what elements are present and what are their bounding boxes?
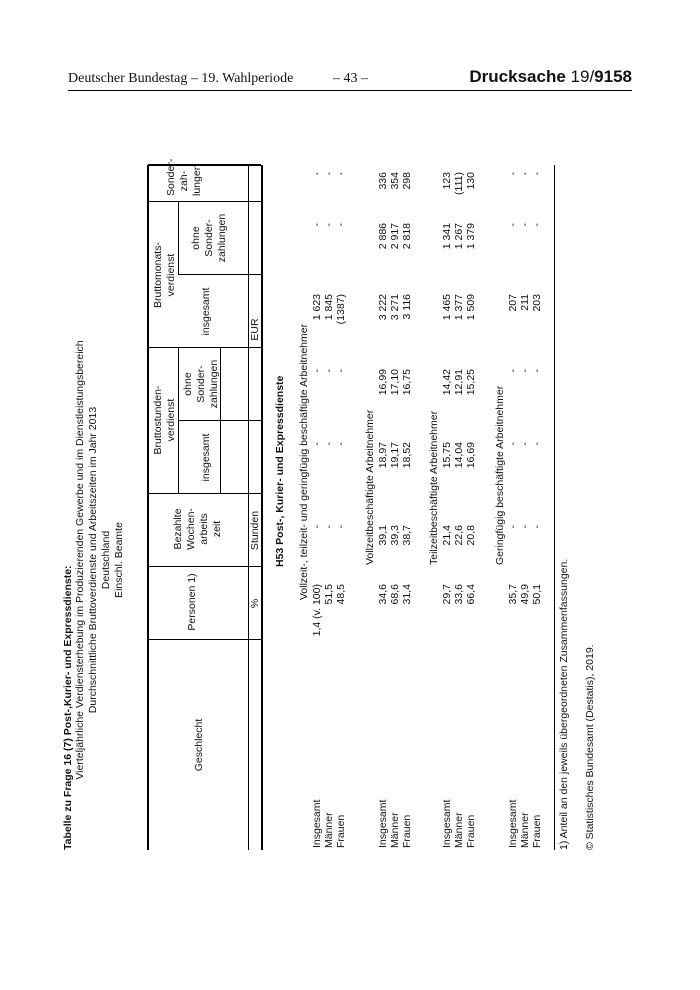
rotated-page-content [62,158,632,850]
cell-sonderzahlungen: 123 [441,172,453,190]
col-divider-2 [148,566,261,567]
cell-personen: 35,7 [507,584,519,605]
cell-personen: 66,4 [465,584,477,605]
cell-wochenarbeitszeit: - [311,525,323,529]
header-drucksache-label: Drucksache [469,67,566,86]
cell-stunden-insgesamt: 15,75 [441,442,453,469]
cell-personen: 50,1 [531,584,543,605]
cell-personen: 49,9 [519,584,531,605]
cell-monats-ohne: - [311,223,323,227]
cell-sonderzahlungen: - [311,172,323,176]
cell-sonderzahlungen: 298 [401,172,413,190]
cell-stunden-ohne: 15,25 [465,369,477,396]
col-header-monats-insgesamt: insgesamt [200,287,212,336]
cell-sonderzahlungen: 130 [465,172,477,190]
cell-stunden-insgesamt: - [519,442,531,446]
table-footnote: 1) Anteil an den jeweils übergeordneten Zusammenfassungen. [558,558,570,850]
cell-geschlecht: Männer [519,812,531,848]
cell-wochenarbeitszeit: 21,4 [441,525,453,546]
cell-personen: 33,6 [453,584,465,605]
col-divider-7 [148,201,261,202]
cell-wochenarbeitszeit: - [323,525,335,529]
cell-stunden-insgesamt: 14,04 [453,442,465,469]
monats-group-rule [178,202,179,275]
cell-wochenarbeitszeit: 39,1 [377,525,389,546]
cell-monats-ohne: 2 818 [401,223,413,250]
cell-sonderzahlungen: 354 [389,172,401,190]
cell-stunden-insgesamt: 16,69 [465,442,477,469]
cell-geschlecht: Insgesamt [441,799,453,848]
sector-heading: H53 Post-, Kurier- und Expressdienste [274,375,286,567]
cell-personen: 51,5 [323,584,335,605]
table-subtitle-2: Durchschnittliche Bruttoverdienste und Arbeitszeiten im Jahr 2013 [87,406,99,714]
section-title-vollzeit: Vollzeitbeschäftigte Arbeitnehmer [364,409,376,565]
cell-monats-ohne: - [519,223,531,227]
cell-stunden-ohne: - [531,369,543,373]
stunden-insgesamt-rule [220,421,221,494]
cell-sonderzahlungen: - [323,172,335,176]
cell-stunden-ohne: 14,42 [441,369,453,396]
cell-stunden-insgesamt: - [323,442,335,446]
cell-geschlecht: Männer [453,812,465,848]
cell-stunden-insgesamt: 18,97 [377,442,389,469]
cell-stunden-insgesamt: - [335,442,347,446]
table-source: © Statistisches Bundesamt (Destatis), 2019. [584,644,596,850]
section-title-teilzeit: Teilzeitbeschäftigte Arbeitnehmer [428,410,440,565]
cell-stunden-insgesamt: - [531,442,543,446]
cell-wochenarbeitszeit: 38,7 [401,525,413,546]
cell-monats-insgesamt: 1 509 [465,294,477,321]
section-title-geringfuegig: Geringfügig beschäftigte Arbeitnehmer [494,385,506,565]
col-header-monats-ohne: ohne Sonder-zahlungen [190,213,228,263]
cell-wochenarbeitszeit: 22,6 [453,525,465,546]
cell-sonderzahlungen: - [519,172,531,176]
cell-wochenarbeitszeit: - [335,525,347,529]
cell-stunden-insgesamt: 18,52 [401,442,413,469]
cell-wochenarbeitszeit: - [519,525,531,529]
table-bottom-rule [554,165,555,850]
cell-personen: 1,4 (v. 100) [311,584,323,637]
cell-sonderzahlungen: - [507,172,519,176]
col-header-wochenarbeitszeit: Bezahlte Wochen-arbeits zeit [172,508,223,550]
table-subtitle-1: Vierteljährliche Verdiensterhebung im Produzierenden Gewerbe und im Dienstleistungsbereich [74,340,86,780]
cell-monats-insgesamt: 1 465 [441,294,453,321]
cell-monats-insgesamt: 1 623 [311,294,323,321]
cell-sonderzahlungen: - [335,172,347,176]
cell-wochenarbeitszeit: 39,3 [389,525,401,546]
cell-geschlecht: Insgesamt [507,799,519,848]
header-drucksache-number-a: 19/ [570,67,595,86]
cell-monats-insgesamt: (1387) [335,294,347,325]
cell-personen: 48,5 [335,584,347,605]
table-top-rule [147,165,149,850]
cell-stunden-ohne: 12,91 [453,369,465,396]
cell-personen: 34,6 [377,584,389,605]
header-drucksache-number-b: 9158 [594,67,632,86]
cell-geschlecht: Frauen [465,814,477,848]
cell-geschlecht: Insgesamt [311,799,323,848]
cell-wochenarbeitszeit: - [531,525,543,529]
cell-monats-insgesamt: 3 271 [389,294,401,321]
cell-geschlecht: Insgesamt [377,799,389,848]
cell-personen: 31,4 [401,584,413,605]
unit-personen: % [249,598,261,609]
section-title-gesamt: Vollzeit-, teilzeit- und geringfügig beschäftigte Arbeitnehmer [298,323,310,600]
col-header-stunden-group: Bruttostunden-verdienst [152,385,177,455]
cell-geschlecht: Frauen [401,814,413,848]
cell-personen: 29,7 [441,584,453,605]
col-header-monats-group: Bruttomonats-verdienst [152,242,177,308]
cell-geschlecht: Frauen [335,814,347,848]
cell-stunden-ohne: 16,75 [401,369,413,396]
cell-monats-insgesamt: 1 377 [453,294,465,321]
cell-monats-ohne: 2 886 [377,223,389,250]
cell-wochenarbeitszeit: - [507,525,519,529]
cell-stunden-insgesamt: - [507,442,519,446]
cell-monats-ohne: 2 917 [389,223,401,250]
cell-stunden-ohne: 17,10 [389,369,401,396]
cell-sonderzahlungen: (111) [453,172,465,195]
cell-wochenarbeitszeit: 20,8 [465,525,477,546]
cell-monats-insgesamt: 3 222 [377,294,389,321]
cell-geschlecht: Männer [389,812,401,848]
col-header-personen: Personen 1) [186,573,198,631]
col-header-stunden-ohne: ohne Sonder-zahlungen [182,359,220,409]
cell-geschlecht: Frauen [531,814,543,848]
cell-stunden-ohne: - [323,369,335,373]
cell-sonderzahlungen: - [531,172,543,176]
cell-geschlecht: Männer [323,812,335,848]
header-page-number: – 43 – [333,71,368,86]
col-header-stunden-insgesamt: insgesamt [200,433,212,482]
cell-stunden-ohne: - [311,369,323,373]
cell-monats-insgesamt: 207 [507,294,519,312]
col-header-sonderzahlungen: Sonder-zah-lungen [165,158,203,196]
table-title: Tabelle zu Frage 16 (7) Post-,Kurier- und Expressdienste: [62,565,74,850]
table-subtitle-4: Einschl. Beamte [113,522,125,598]
col-header-geschlecht: Geschlecht [193,718,205,772]
cell-monats-ohne: - [323,223,335,227]
cell-stunden-ohne: - [335,369,347,373]
cell-personen: 68,6 [389,584,401,605]
stunden-group-rule [178,348,179,494]
unit-wochenarbeitszeit: Stunden [249,510,261,551]
page-header [68,68,632,91]
cell-stunden-ohne: 16,99 [377,369,389,396]
cell-sonderzahlungen: 336 [377,172,389,190]
unit-eur: EUR [249,318,261,341]
cell-monats-insgesamt: 203 [531,294,543,312]
cell-stunden-insgesamt: 19,17 [389,442,401,469]
cell-monats-ohne: - [531,223,543,227]
table-subtitle-3: Deutschland [100,530,112,590]
cell-stunden-insgesamt: - [311,442,323,446]
cell-monats-ohne: 1 341 [441,223,453,250]
cell-stunden-ohne: - [507,369,519,373]
header-publication: Deutscher Bundestag – 19. Wahlperiode [68,71,294,86]
cell-monats-ohne: - [507,223,519,227]
cell-stunden-ohne: - [519,369,531,373]
header-drucksache [469,67,632,87]
cell-monats-ohne: 1 267 [453,223,465,250]
cell-monats-ohne: 1 379 [465,223,477,250]
cell-monats-insgesamt: 211 [519,294,531,311]
cell-monats-ohne: - [335,223,347,227]
cell-monats-insgesamt: 1 845 [323,294,335,321]
cell-monats-insgesamt: 3 116 [401,294,413,320]
